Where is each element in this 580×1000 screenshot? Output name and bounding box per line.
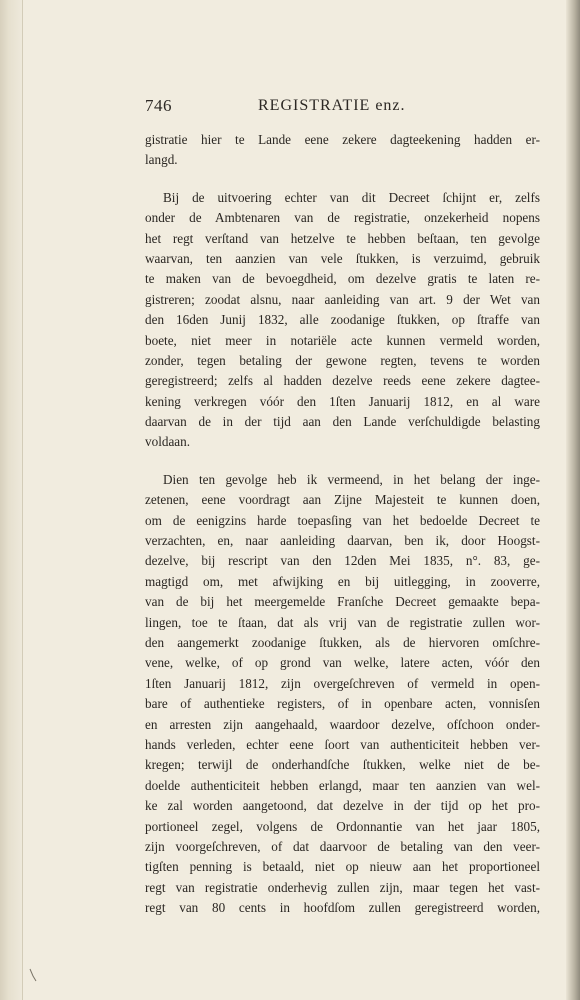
text-line: van de bij het meergemelde Franſche Decreet gemaakte bepa- (145, 594, 540, 610)
running-title: REGISTRATIE enz. (258, 97, 406, 114)
text-line: regt van 80 cents in hoofdſom zullen geregistreerd worden, (145, 900, 540, 916)
page-number: 746 (145, 96, 172, 115)
text-line: en arresten zijn aangehaald, waardoor dezelve, ofſchoon onder- (145, 716, 540, 732)
text-line: te maken van de bevoegdheid, om dezelve gratis te laten re- (145, 271, 540, 287)
text-line: regt van registratie onderhevig zullen zijn, maar tegen het vast- (145, 879, 540, 895)
text-line: 1ſten Januarij 1812, zijn overgeſchreven of vermeld in open- (145, 675, 540, 691)
text-line: portioneel zegel, volgens de Ordonnantie van het jaar 1805, (145, 818, 540, 834)
text-line: gistreren; zoodat alsnu, naar aanleiding van art. 9 der Wet van (145, 291, 540, 307)
text-line: den 16den Junij 1832, alle zoodanige ſtukken, op ſtraffe van (145, 312, 540, 328)
text-line: lingen, toe te ſtaan, dat als vrij van de registratie zullen wor- (145, 614, 540, 630)
text-line: ke zal worden aangetoond, dat dezelve in der tijd op het pro- (145, 798, 540, 814)
text-line: om de eenigzins harde toepasſing van het bedoelde Decreet te (145, 512, 540, 528)
text-line: langd. (145, 152, 178, 168)
text-line: verzachten, en, naar aanleiding daarvan, ben ik, door Hoogst- (145, 533, 540, 549)
text-line: boete, niet meer in notariële acte kunnen vermeld worden, (145, 332, 540, 348)
text-line: magtigd om, met afwijking en bij uitlegging, in zooverre, (145, 573, 540, 589)
text-line: hands verleden, echter eene ſoort van authenticiteit hebben ver- (145, 736, 540, 752)
text-line: voldaan. (145, 434, 191, 450)
text-line: tigſten penning is betaald, niet op nieuw aan het proportioneel (145, 859, 540, 875)
text-line: daarvan de in der tijd aan den Lande verſchuldigde belasting (145, 414, 540, 430)
margin-pencil-mark (28, 968, 38, 982)
page-gutter-shadow (0, 0, 23, 1000)
page-edge-shadow (566, 0, 580, 1000)
text-line: onder de Ambtenaren van de registratie, onzekerheid nopens (145, 210, 540, 226)
text-line: doelde authenticiteit hebben erlangd, maar ten aanzien van wel- (145, 777, 540, 793)
text-line: waarvan, ten aanzien van vele ſtukken, is verzuimd, gebruik (145, 250, 540, 266)
text-line: den aangemerkt zoodanige ſtukken, als de hiervoren omſchre- (145, 634, 540, 650)
body-text (145, 130, 540, 918)
text-line: zetenen, eene voordragt aan Zijne Majesteit te kunnen doen, (145, 492, 540, 508)
text-line: dezelve, bij rescript van den 12den Mei 1835, n°. 83, ge- (145, 553, 540, 569)
text-line: zijn voorgeſchreven, of dat daarvoor de betaling van den veer- (145, 838, 540, 854)
running-header (145, 96, 545, 120)
text-line: gistratie hier te Lande eene zekere dagteekening hadden er- (145, 132, 540, 147)
text-line: vene, welke, of op grond van welke, latere acten, vóór den (145, 655, 540, 671)
text-line: Bij de uitvoering echter van dit Decreet ſchijnt er, zelfs (163, 189, 540, 205)
text-line: het regt verſtand van hetzelve te hebben beſtaan, ten gevolge (145, 230, 540, 246)
text-line: kening verkregen vóór den 1ſten Januarij 1812, en al ware (145, 393, 540, 409)
text-line: Dien ten gevolge heb ik vermeend, in het belang der inge- (163, 471, 540, 487)
text-line: geregistreerd; zelfs al hadden dezelve reeds eene zekere dagtee- (145, 373, 540, 389)
text-line: zonder, tegen betaling der gewone regten, tevens te worden (145, 352, 540, 368)
text-line: bare of authentieke registers, of in openbare acten, vonnisſen (145, 696, 540, 712)
text-line: kregen; terwijl de onderhandſche ſtukken, welke niet de be- (145, 757, 540, 773)
